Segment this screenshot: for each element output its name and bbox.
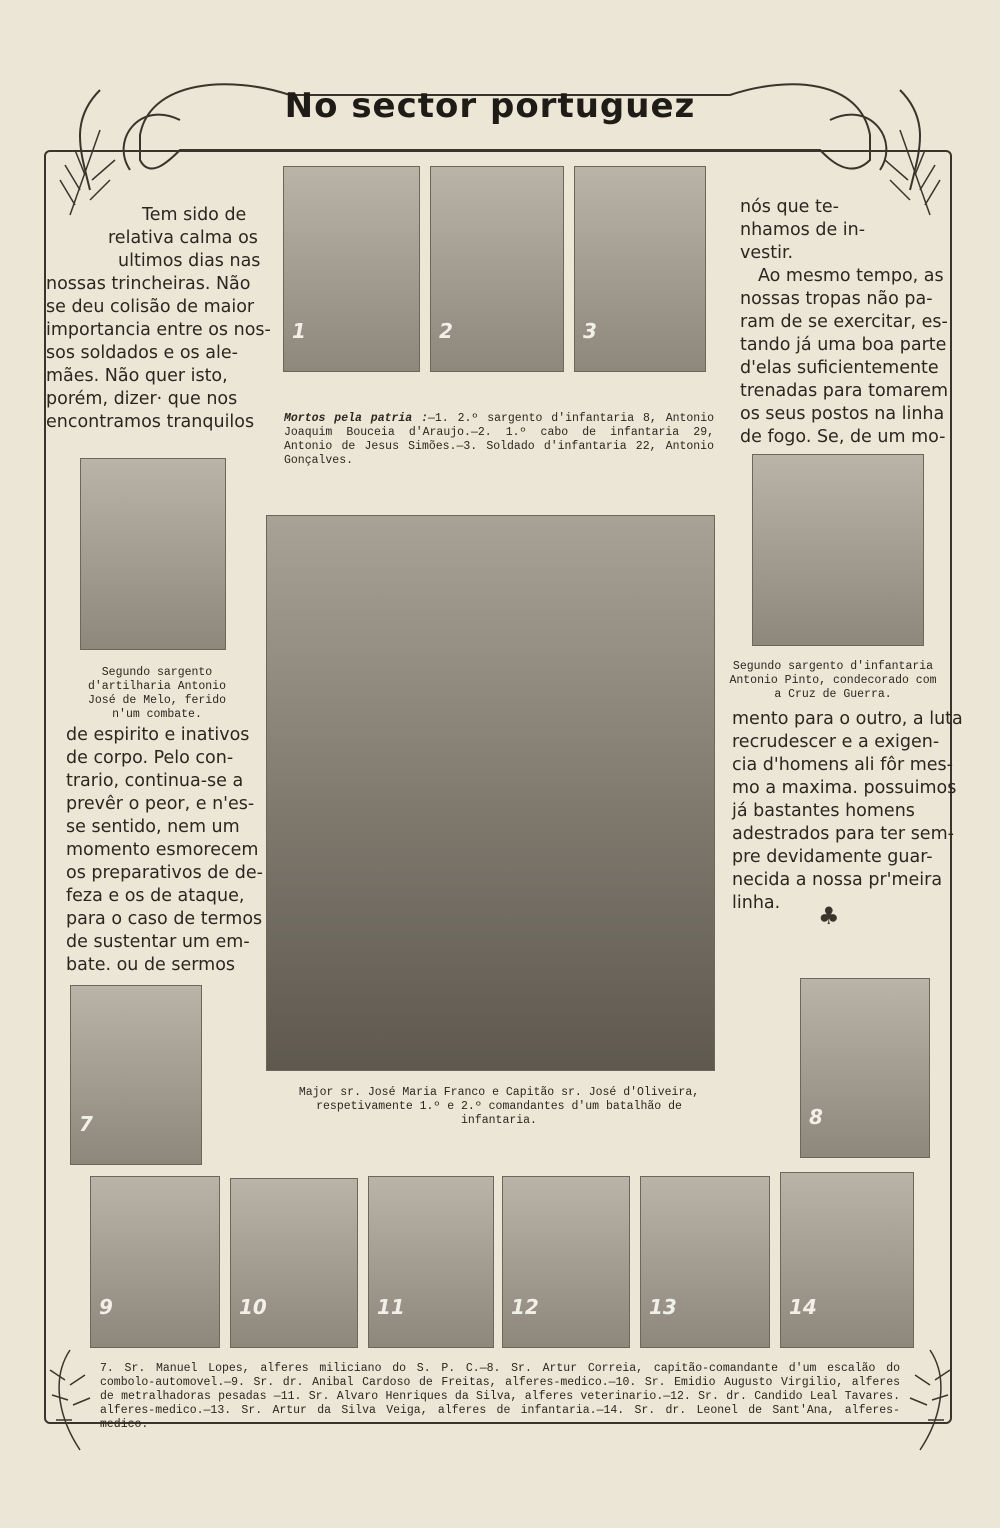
text-line: bate. ou de sermos (66, 955, 236, 975)
portrait-photo-1 (283, 166, 420, 372)
portrait-photo-13 (640, 1176, 770, 1348)
text-line: tando já uma boa parte (740, 335, 947, 355)
text-line: ram de se exercitar, es- (740, 312, 948, 332)
photo-number: 14 (789, 1295, 817, 1319)
photo-number: 1 (292, 319, 306, 343)
left-column-top (46, 204, 271, 434)
portrait-photo-11 (368, 1176, 494, 1348)
caption-lead: Mortos pela patria : (284, 412, 428, 425)
text-line: de corpo. Pelo con- (66, 748, 234, 768)
photo-number: 13 (649, 1295, 677, 1319)
text-line: recrudescer e a exigen- (732, 732, 940, 752)
text-line: relativa calma os (108, 228, 258, 248)
text-line: de espirito e inativos (66, 725, 250, 745)
text-line: mento para o outro, a luta (732, 709, 963, 729)
text-line: prevêr o peor, e n'es- (66, 794, 255, 814)
text-line: porém, dizer· que nos (46, 389, 238, 409)
text-line: mo a maxima. possuimos (732, 778, 957, 798)
text-line: feza e os de ataque, (66, 886, 245, 906)
portrait-photo-12 (502, 1176, 630, 1348)
portrait-photo-8 (800, 978, 930, 1158)
photo-number: 2 (439, 319, 453, 343)
photo-number: 7 (79, 1112, 93, 1136)
photo-number: 11 (377, 1295, 405, 1319)
text-line: Ao mesmo tempo, as (758, 266, 944, 286)
text-line: Tem sido de (142, 205, 247, 225)
photo-number: 8 (809, 1105, 823, 1129)
text-line: de fogo. Se, de um mo- (740, 427, 946, 447)
left-column-bottom (66, 724, 263, 977)
portrait-photo-9 (90, 1176, 220, 1348)
text-line: nossas trincheiras. Não (46, 274, 251, 294)
text-line: sos soldados e os ale- (46, 343, 238, 363)
text-line: trenadas para tomarem (740, 381, 949, 401)
text-line: encontramos tranquilos (46, 412, 255, 432)
portrait-photo-2 (430, 166, 564, 372)
text-line: d'elas suficientemente (740, 358, 939, 378)
photo-number: 10 (239, 1295, 267, 1319)
officers-with-dog-photo (266, 515, 715, 1071)
caption-pinto: Segundo sargento d'infantaria Antonio Pinto, condecorado com a Cruz de Guerra. (729, 660, 937, 701)
photo-number: 12 (511, 1295, 539, 1319)
text-line: vestir. (740, 243, 794, 263)
text-line: necida a nossa pr'meira (732, 870, 943, 890)
text-line: para o caso de termos (66, 909, 263, 929)
page-title: No sector portuguez (284, 86, 696, 126)
right-column-bottom (732, 708, 963, 915)
text-line: mães. Não quer isto, (46, 366, 228, 386)
portrait-photo-10 (230, 1178, 358, 1348)
portrait-photo-14 (780, 1172, 914, 1348)
text-line: nossas tropas não pa- (740, 289, 933, 309)
caption-melo: Segundo sargento d'artilharia Antonio José de Melo, ferido n'um combate. (87, 666, 227, 721)
right-column-top (740, 196, 949, 449)
text-line: os seus postos na linha (740, 404, 945, 424)
text-line: cia d'homens ali fôr mes- (732, 755, 953, 775)
text-line: se deu colisão de maior (46, 297, 255, 317)
text-line: já bastantes homens (732, 801, 915, 821)
text-line: momento esmorecem (66, 840, 259, 860)
clover-ornament: ♣ (818, 902, 840, 930)
text-line: os preparativos de de- (66, 863, 263, 883)
text-line: ultimos dias nas (118, 251, 261, 271)
caption-text: —1. 2.º sargento d'infantaria 8, Antonio Joaquim Bouceia d'Araujo.—2. 1.º cabo de infantaria 29, Antonio de Jesus Simões.—3. Soldado d'infantaria 22, Antonio Gonçalves. (284, 412, 714, 467)
text-line: linha. (732, 893, 781, 913)
photo-number: 9 (99, 1295, 113, 1319)
portrait-photo-7 (70, 985, 202, 1165)
text-line: trario, continua-se a (66, 771, 244, 791)
portrait-photo-3 (574, 166, 706, 372)
caption-center: Major sr. José Maria Franco e Capitão sr. José d'Oliveira, respetivamente 1.º e 2.º comandantes d'um batalhão de infantaria. (298, 1086, 700, 1127)
portrait-photo-melo (80, 458, 226, 650)
text-line: adestrados para ter sem- (732, 824, 954, 844)
text-line: se sentido, nem um (66, 817, 240, 837)
caption-bottom: 7. Sr. Manuel Lopes, alferes miliciano do S. P. C.—8. Sr. Artur Correia, capitão-comandante d'um escalão do combolo-automovel.—9. Sr. dr. Anibal Cardoso de Freitas, alferes-medico.—10. Sr. Emidio Augusto Virgilio, alferes de metralhadoras pesadas —11. Sr. Alvaro Henriques da Silva, alferes veterinario.—12. Sr. dr. Candido Leal Tavares. alferes-medico.—13. Sr. Artur da Silva Veiga, alferes de infantaria.—14. Sr. dr. Leonel de Sant'Ana, alferes-medico. (100, 1362, 900, 1431)
text-line: pre devidamente guar- (732, 847, 933, 867)
caption-mortos (284, 412, 714, 468)
text-line: de sustentar um em- (66, 932, 250, 952)
text-line: importancia entre os nos- (46, 320, 271, 340)
portrait-photo-pinto (752, 454, 924, 646)
text-line: nhamos de in- (740, 220, 866, 240)
photo-number: 3 (583, 319, 597, 343)
text-line: nós que te- (740, 197, 839, 217)
